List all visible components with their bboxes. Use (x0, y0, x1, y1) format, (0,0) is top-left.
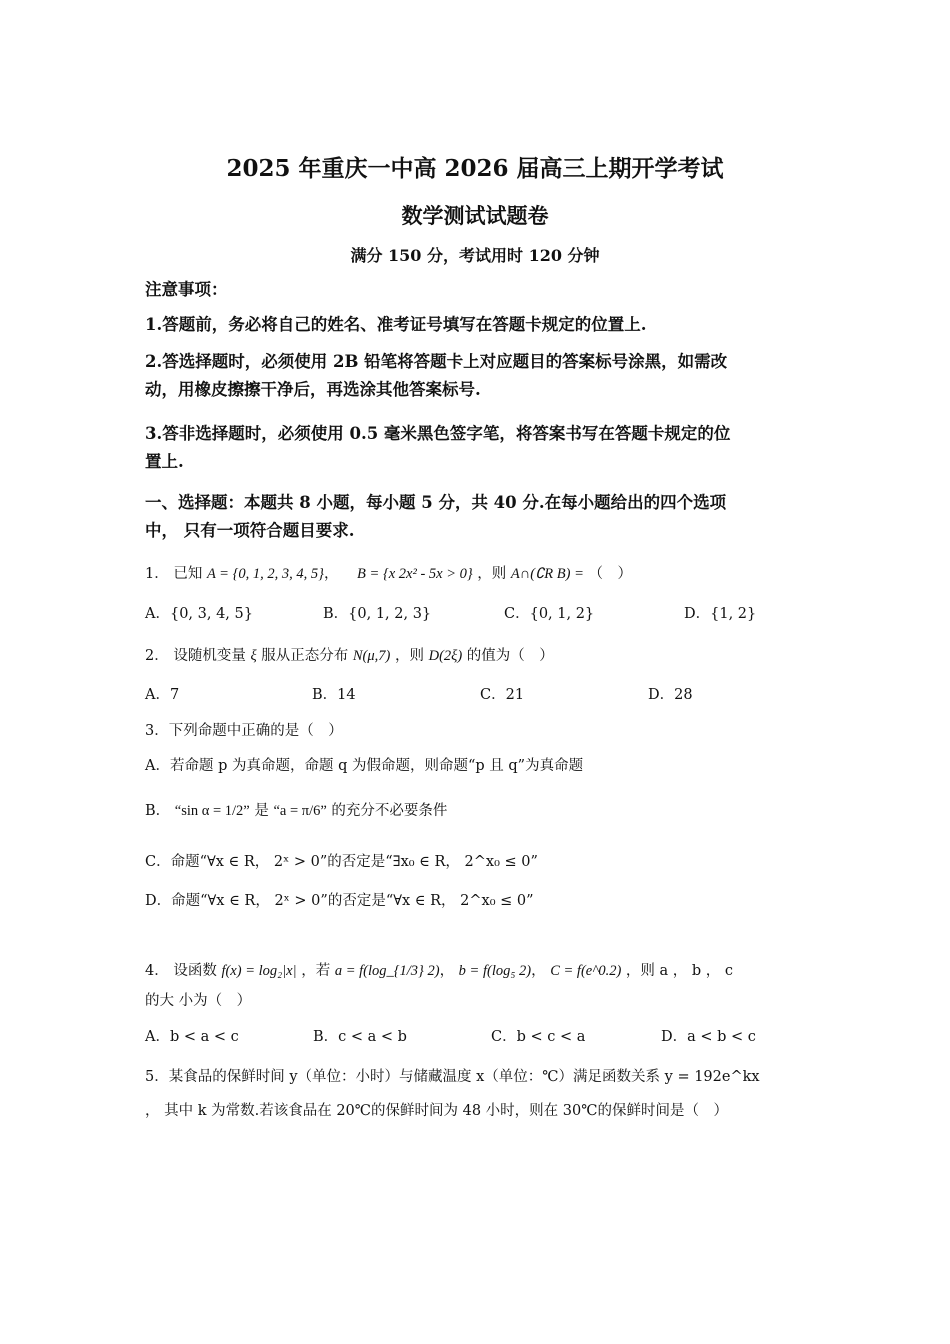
question-text: 设随机变量 (173, 648, 246, 664)
score-info: 满分 150 分，考试用时 120 分钟 (350, 246, 600, 265)
question-text: 设函数 (173, 963, 217, 979)
exam-subtitle: 数学测试试题卷 (401, 203, 549, 228)
notice-item-2-cont: 动，用橡皮擦擦干净后，再选涂其他答案标号. (145, 380, 481, 399)
variance-expression: D(2ξ) (428, 648, 463, 664)
q1-option-a: A．{0, 3, 4, 5} (145, 606, 253, 622)
question-2 (145, 645, 810, 667)
question-text: 已知 (173, 566, 203, 582)
option-label: B． (145, 803, 171, 819)
notice-item-3: 3.答非选择题时，必须使用 0.5 毫米黑色签字笔，将答案书写在答题卡规定的位 (145, 424, 731, 443)
q2-option-c: C．21 (480, 687, 525, 703)
question-text: ，则 (394, 648, 424, 664)
q4-option-b: B．c < a < b (313, 1029, 407, 1045)
question-4-cont: 的大 小为（ ） (145, 993, 252, 1009)
q3-option-d: D．命题“∀x ∈ R， 2ˣ > 0”的否定是“∀x ∈ R， 2^x₀ ≤ 0” (145, 893, 534, 909)
q4-option-d: D．a < b < c (661, 1029, 756, 1045)
section-heading-line1: 一、选择题：本题共 8 小题，每小题 5 分，共 40 分.在每小题给出的四个选项 (145, 493, 727, 512)
question-number: 4． (145, 963, 169, 979)
notice-item-1: 1.答题前，务必将自己的姓名、准考证号填写在答题卡规定的位置上. (145, 315, 647, 334)
q2-option-d: D．28 (648, 687, 693, 703)
q2-option-b: B．14 (312, 687, 356, 703)
q1-option-c: C．{0, 1, 2} (504, 606, 595, 622)
normal-distribution: N(μ,7) (352, 648, 391, 664)
q4-option-a: A．b < a < c (145, 1029, 239, 1045)
question-text: ，则 a ， b ， c (625, 963, 733, 979)
q3-option-c: C．命题“∀x ∈ R， 2ˣ > 0”的否定是“∃x₀ ∈ R， 2^x₀ ≤ 0” (145, 854, 538, 870)
question-text: 的值为（ ） (466, 648, 554, 664)
question-text: ，则 (477, 566, 507, 582)
set-a: A = {0, 1, 2, 3, 4, 5} (206, 566, 324, 582)
question-5: 5．某食品的保鲜时间 y（单位：小时）与储藏温度 x（单位：℃）满足函数关系 y = 192e^kx (145, 1069, 760, 1085)
a-definition: a = f(log_{1/3} 2) (334, 963, 440, 979)
condition-alpha: “a = π/6” (273, 803, 327, 819)
set-expression: A∩(∁R B) = (510, 566, 584, 582)
answer-paren: （ ） (588, 566, 632, 582)
condition-sin: “sin α = 1/2” (174, 803, 250, 819)
function-definition: f(x) = log₂|x| (221, 963, 297, 979)
q1-option-b: B．{0, 1, 2, 3} (323, 606, 432, 622)
q3-option-a: A．若命题 p 为真命题，命题 q 为假命题，则命题“p 且 q”为真命题 (145, 758, 584, 774)
notice-item-3-cont: 置上. (145, 452, 184, 471)
notice-heading: 注意事项： (145, 280, 228, 299)
option-text: 是 (254, 803, 269, 819)
q3-option-b (145, 800, 810, 822)
question-text: ，若 (301, 963, 331, 979)
q4-option-c: C．b < c < a (491, 1029, 586, 1045)
set-b: B = {x 2x² - 5x > 0} (357, 566, 473, 582)
section-heading-line2: 中， 只有一项符合题目要求. (145, 521, 355, 540)
exam-title: 2025 年重庆一中高 2026 届高三上期开学考试 (226, 155, 724, 182)
question-number: 1． (145, 566, 169, 582)
b-definition: b = f(log₅ 2) (458, 963, 532, 979)
question-4: 4． 设函数 f(x) = log₂|x| ，若 a = f(log_{1/3} 2)， b = f(log₅ 2)， C = f(e^0.2) ，则 a ， b ， c (145, 963, 733, 979)
q2-option-a: A．7 (145, 687, 180, 703)
question-5-cont: ， 其中 k 为常数.若该食品在 20℃的保鲜时间为 48 小时，则在 30℃的保鲜时间是（ ） (145, 1103, 728, 1119)
question-3: 3．下列命题中正确的是（ ） (145, 723, 343, 739)
question-1: 1． 已知 A = {0, 1, 2, 3, 4, 5}， B = {x 2x² - 5x > 0} ，则 A∩(∁R B) = （ ） (145, 566, 632, 582)
q1-option-d: D．{1, 2} (684, 606, 757, 622)
option-text: 的充分不必要条件 (331, 803, 448, 819)
question-number: 2． (145, 648, 169, 664)
question-text: 服从正态分布 (261, 648, 349, 664)
random-variable: ξ (250, 648, 257, 664)
c-definition: C = f(e^0.2) (550, 963, 622, 979)
notice-item-2: 2.答选择题时，必须使用 2B 铅笔将答题卡上对应题目的答案标号涂黑，如需改 (145, 352, 728, 371)
